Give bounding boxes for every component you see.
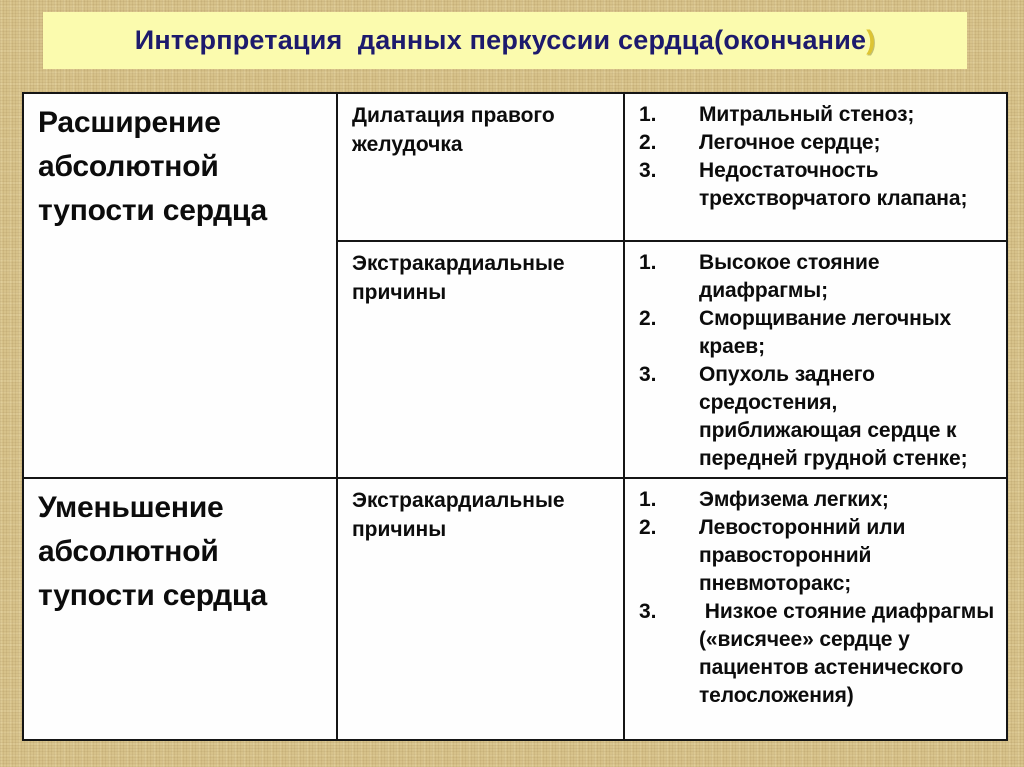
slide-title-closing-paren: ) xyxy=(866,25,876,55)
table-row-1 xyxy=(23,93,1007,241)
list-item: Недостаточность трехстворчатого клапана; xyxy=(699,159,968,210)
percussion-interpretation-table xyxy=(22,92,1008,741)
cell-cause-extracardiac-row2: Экстракардиальные причины xyxy=(337,241,624,478)
list-item: Сморщивание легочных краев; xyxy=(699,307,957,358)
slide-title: Интерпретация данных перкуссии сердца(окончание xyxy=(134,25,867,55)
list-item: Легочное сердце; xyxy=(699,131,881,154)
list-item: Опухоль заднего средостения, приближающая сердце к передней грудной стенке; xyxy=(699,363,968,470)
cell-cause-extracardiac-row3: Экстракардиальные причины xyxy=(337,478,624,740)
list-item: Левосторонний или правосторонний пневмоторакс; xyxy=(699,516,911,595)
cell-diseases-row3 xyxy=(624,478,1007,740)
list-item: Митральный стеноз; xyxy=(699,103,915,126)
table-row-3 xyxy=(23,478,1007,740)
slide-title-bar xyxy=(43,12,967,69)
list-item: Высокое стояние диафрагмы; xyxy=(699,251,886,302)
cell-diseases-row2 xyxy=(624,241,1007,478)
disease-list-row1 xyxy=(639,101,1002,213)
cell-expansion-absolute-dullness: Расширение абсолютной тупости сердца xyxy=(23,93,337,478)
disease-list-row2 xyxy=(639,249,1002,473)
cell-reduction-absolute-dullness: Уменьшение абсолютной тупости сердца xyxy=(23,478,337,740)
list-item: Низкое стояние диафрагмы («висячее» сердце у пациентов астенического телосложения) xyxy=(699,600,1000,707)
list-item: Эмфизема легких; xyxy=(699,488,889,511)
cell-cause-right-ventricle-dilation: Дилатация правого желудочка xyxy=(337,93,624,241)
cell-diseases-row1 xyxy=(624,93,1007,241)
disease-list-row3 xyxy=(639,486,1002,710)
